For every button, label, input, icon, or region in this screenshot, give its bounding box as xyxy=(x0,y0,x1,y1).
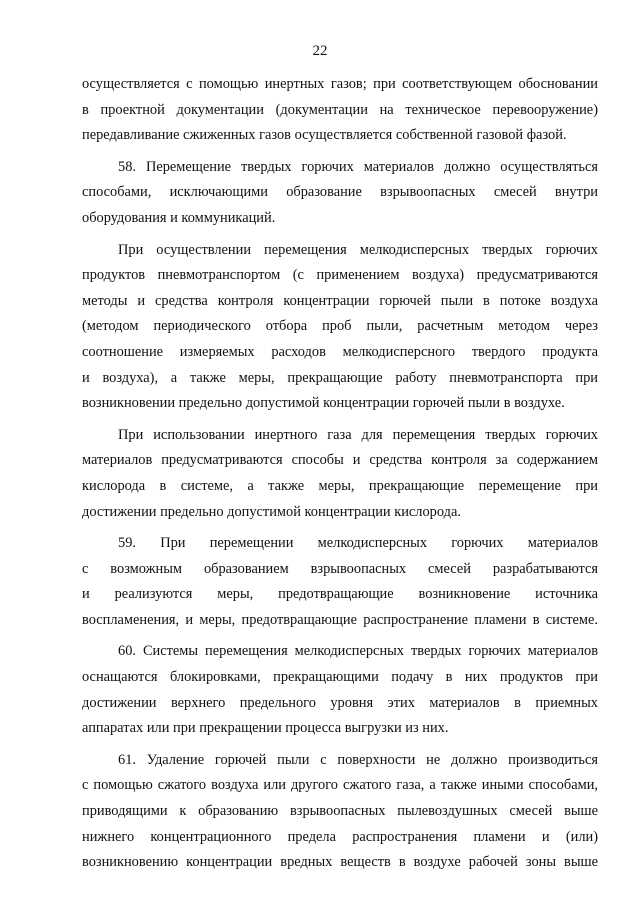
paragraph-61 xyxy=(82,748,598,876)
text-line: приводящими к образованию взрывоопасных пылевоздушных смесей выше xyxy=(82,803,598,820)
text-line: соотношение измеряемых расходов мелкодисперсного твердого продукта xyxy=(82,343,598,360)
text-line: При использовании инертного газа для перемещения твердых горючих xyxy=(118,426,598,443)
text-line: возникновении предельно допустимой концентрации горючей пыли в воздухе. xyxy=(82,395,565,412)
text-line: осуществляется с помощью инертных газов; при соответствующем обосновании xyxy=(82,76,598,92)
text-line: материалов предусматриваются способы и средства контроля за содержанием xyxy=(82,452,598,469)
text-line: 61. Удаление горючей пыли с поверхности не должно производиться xyxy=(118,751,598,768)
paragraph-58 xyxy=(82,155,598,232)
text-line: с помощью сжатого воздуха или другого сжатого газа, а также иными способами, xyxy=(82,777,598,794)
text-line: оборудования и коммуникаций. xyxy=(82,209,276,226)
text-line: продуктов пневмотранспортом (с применением воздуха) предусматриваются xyxy=(82,267,598,284)
text-line: аппаратах или при прекращении процесса выгрузки из них. xyxy=(82,720,449,737)
text-line: 59. При перемещении мелкодисперсных горючих материалов xyxy=(118,535,598,552)
document-body xyxy=(82,72,598,882)
text-line: в проектной документации (документации на техническое перевооружение) xyxy=(82,101,598,118)
paragraph-59 xyxy=(82,531,598,633)
text-line: методы и средства контроля концентрации горючей пыли в потоке воздуха xyxy=(82,292,598,309)
text-line: передавливание сжиженных газов осуществляется собственной газовой фазой. xyxy=(82,127,567,144)
text-line: оснащаются блокировками, прекращающими подачу в них продуктов при xyxy=(82,669,598,686)
text-line: При осуществлении перемещения мелкодисперсных твердых горючих xyxy=(118,241,598,258)
page-number: 22 xyxy=(312,43,328,59)
text-line: возникновению концентрации вредных веществ в воздухе рабочей зоны выше xyxy=(82,854,598,871)
text-line: кислорода в системе, а также меры, прекращающие перемещение при xyxy=(82,477,598,494)
text-line: воспламенения, и меры, предотвращающие распространение пламени в системе. xyxy=(82,611,598,628)
text-line: способами, исключающими образование взрывоопасных смесей внутри xyxy=(82,184,598,201)
text-line: с возможным образованием взрывоопасных смесей разрабатываются xyxy=(82,560,598,577)
paragraph-pneumatic-transport xyxy=(82,238,598,417)
text-line: (методом периодического отбора проб пыли, расчетным методом через xyxy=(82,318,598,335)
text-line: и реализуются меры, предотвращающие возникновение источника xyxy=(82,586,598,603)
text-line: нижнего концентрационного предела распространения пламени и (или) xyxy=(82,828,598,845)
text-line: и воздуха), а также меры, прекращающие работу пневмотранспорта при xyxy=(82,369,598,386)
text-line: 58. Перемещение твердых горючих материалов должно осуществляться xyxy=(118,158,598,175)
paragraph-continuation xyxy=(82,72,598,149)
text-line: достижении предельно допустимой концентрации кислорода. xyxy=(82,503,461,520)
paragraph-inert-gas xyxy=(82,423,598,525)
text-line: достижении верхнего предельного уровня этих материалов в приемных xyxy=(82,694,598,711)
text-line: 60. Системы перемещения мелкодисперсных твердых горючих материалов xyxy=(118,643,598,660)
paragraph-60 xyxy=(82,639,598,741)
